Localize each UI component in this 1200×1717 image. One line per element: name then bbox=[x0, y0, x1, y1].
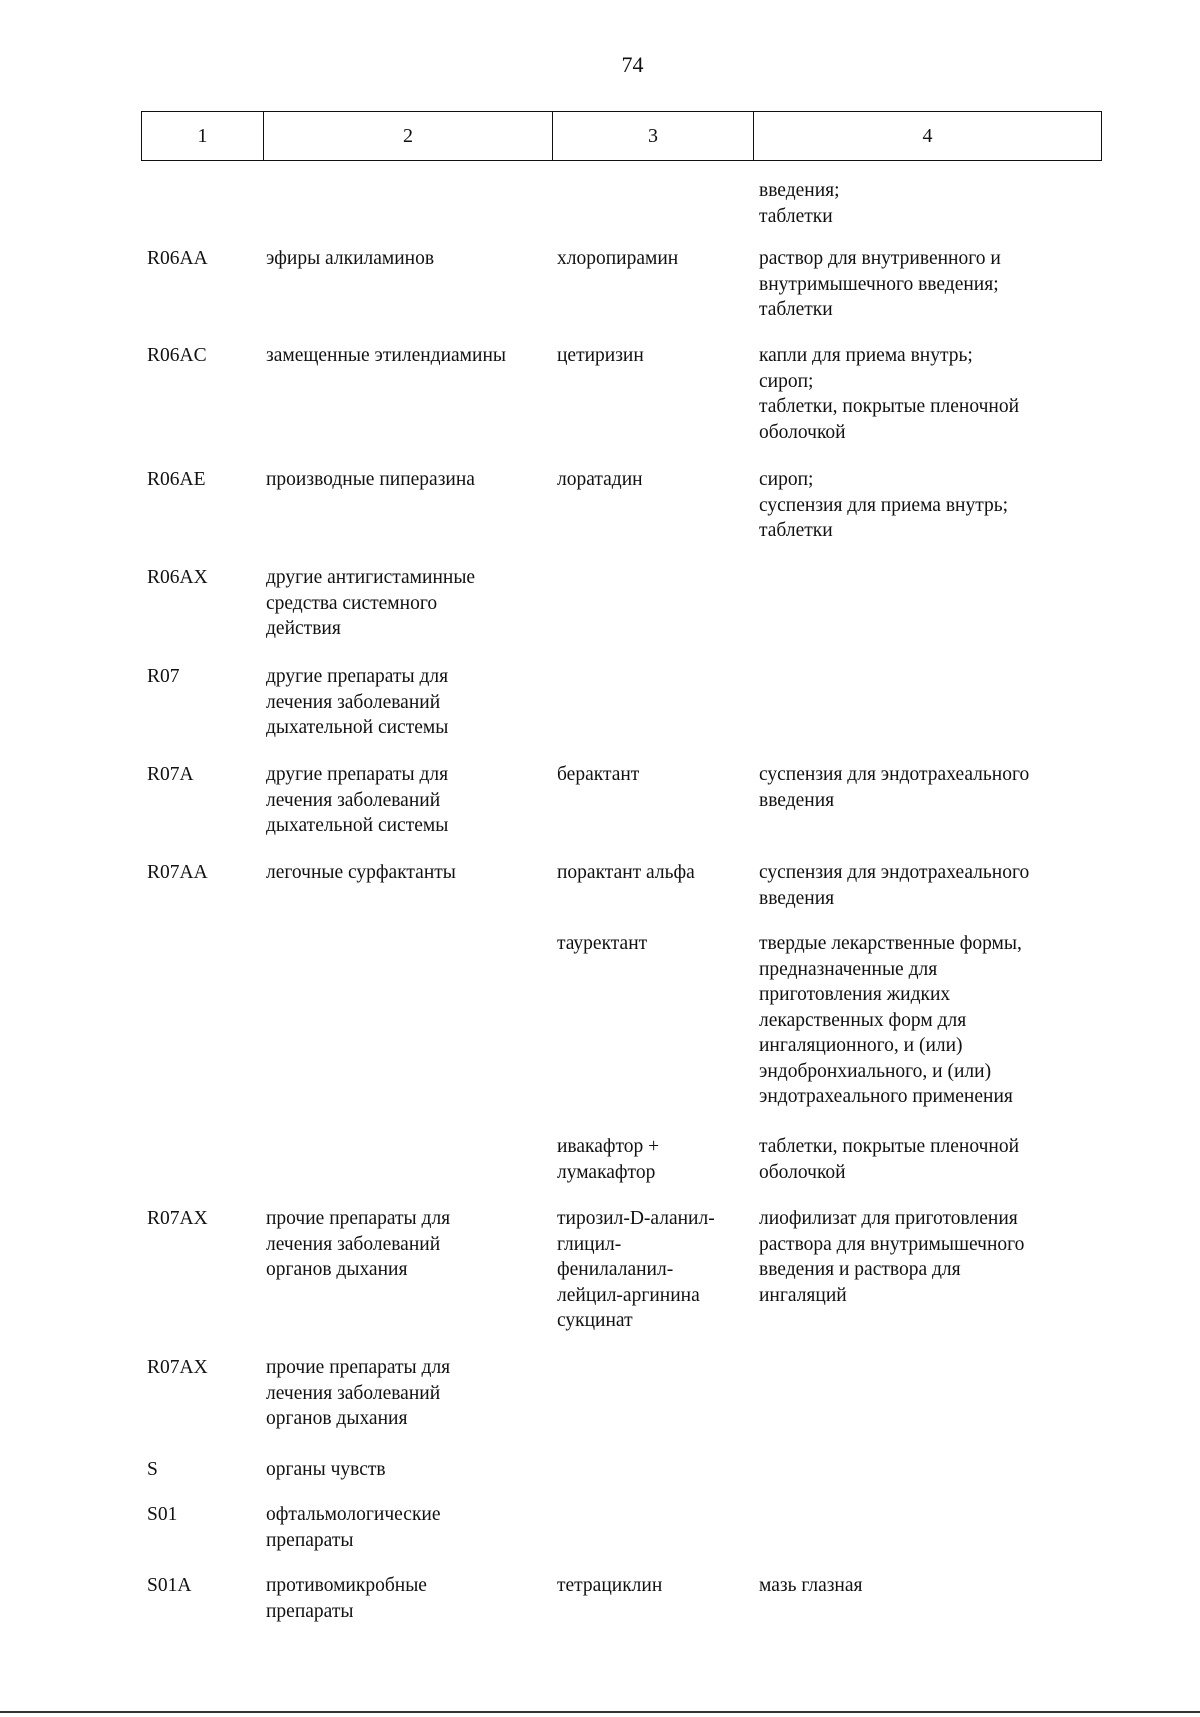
cell-line: средства системного bbox=[266, 592, 438, 614]
cell-line: производные пиперазина bbox=[266, 469, 475, 490]
cell-line: лекарственных форм для bbox=[759, 1009, 967, 1031]
group-cell bbox=[266, 1502, 441, 1553]
cell-line: сироп; bbox=[759, 370, 814, 392]
cell-line: препараты bbox=[266, 1600, 354, 1622]
cell-line: тирозил-D-аланил- bbox=[557, 1208, 715, 1229]
cell-line: органов дыхания bbox=[266, 1408, 408, 1429]
cell-line: введения bbox=[759, 887, 835, 909]
cell-line: лоратадин bbox=[557, 469, 643, 490]
cell-line: эндотрахеального применения bbox=[759, 1086, 1013, 1107]
cell-line: лечения заболеваний bbox=[266, 691, 441, 713]
group-cell bbox=[266, 565, 475, 642]
drug-cell bbox=[557, 860, 695, 886]
cell-line: лумакафтор bbox=[557, 1161, 656, 1183]
form-cell bbox=[759, 1573, 863, 1599]
group-cell bbox=[266, 246, 434, 272]
cell-line: раствор для внутривенного и bbox=[759, 248, 1001, 269]
code-cell: S01 bbox=[147, 1504, 178, 1525]
form-cell bbox=[759, 762, 1029, 813]
cell-line: лейцил-аргинина bbox=[557, 1284, 700, 1306]
cell-line: другие препараты для bbox=[266, 666, 449, 687]
form-cell bbox=[759, 1206, 1024, 1308]
cell-line: приготовления жидких bbox=[759, 984, 951, 1005]
code-cell: R06AC bbox=[147, 345, 207, 366]
scan-edge-line bbox=[0, 1711, 1200, 1713]
cell-line: оболочкой bbox=[759, 421, 846, 443]
cell-line: ингаляций bbox=[759, 1284, 847, 1306]
cell-line: раствора для внутримышечного bbox=[759, 1233, 1025, 1255]
cell-line: введения; bbox=[759, 180, 840, 201]
cell-line: ингаляционного, и (или) bbox=[759, 1035, 963, 1056]
cell-line: капли для приема внутрь; bbox=[759, 345, 973, 366]
cell-line: мазь глазная bbox=[759, 1575, 863, 1596]
cell-line: действия bbox=[266, 618, 341, 639]
cell-line: глицил- bbox=[557, 1233, 622, 1255]
cell-line: другие антигистаминные bbox=[266, 567, 476, 588]
cell-line: фенилаланил- bbox=[557, 1259, 674, 1280]
cell-line: внутримышечного введения; bbox=[759, 273, 999, 295]
group-cell bbox=[266, 343, 506, 369]
group-cell bbox=[266, 762, 448, 839]
code-cell: R07 bbox=[147, 666, 180, 687]
code-cell: R07AX bbox=[147, 1208, 208, 1229]
drug-cell bbox=[557, 246, 678, 272]
code-cell: R06AA bbox=[147, 248, 208, 269]
cell-line: эндобронхиального, и (или) bbox=[759, 1060, 992, 1082]
cell-line: органы чувств bbox=[266, 1459, 386, 1480]
group-cell bbox=[266, 1457, 386, 1483]
cell-line: другие препараты для bbox=[266, 764, 449, 785]
page-number: 74 bbox=[621, 52, 644, 77]
code-cell: R06AX bbox=[147, 567, 208, 588]
cell-line: введения bbox=[759, 789, 835, 811]
cell-line: предназначенные для bbox=[759, 958, 938, 980]
cell-line: суспензия для приема внутрь; bbox=[759, 494, 1009, 516]
cell-line: противомикробные bbox=[266, 1575, 427, 1596]
cell-line: лечения заболеваний bbox=[266, 1233, 441, 1255]
cell-line: органов дыхания bbox=[266, 1259, 408, 1280]
cell-line: твердые лекарственные формы, bbox=[759, 933, 1022, 954]
cell-line: введения и раствора для bbox=[759, 1259, 961, 1280]
cell-line: офтальмологические bbox=[266, 1504, 441, 1525]
cell-line: лиофилизат для приготовления bbox=[759, 1208, 1018, 1229]
cell-line: эфиры алкиламинов bbox=[266, 248, 435, 269]
cell-line: легочные сурфактанты bbox=[266, 862, 456, 883]
cell-line: таблетки bbox=[759, 299, 833, 320]
cell-line: таблетки bbox=[759, 205, 833, 227]
cell-line: дыхательной системы bbox=[266, 717, 449, 738]
group-cell bbox=[266, 467, 475, 493]
drug-cell bbox=[557, 343, 644, 369]
cell-line: прочие препараты для bbox=[266, 1208, 451, 1229]
group-cell bbox=[266, 860, 456, 886]
table-header bbox=[141, 111, 1102, 161]
cell-line: замещенные этилендиамины bbox=[266, 345, 506, 366]
cell-line: таблетки bbox=[759, 520, 833, 541]
cell-line: прочие препараты для bbox=[266, 1357, 451, 1378]
cell-line: тауректант bbox=[557, 933, 648, 954]
group-cell bbox=[266, 664, 448, 741]
cell-line: суспензия для эндотрахеального bbox=[759, 862, 1030, 883]
drug-cell bbox=[557, 1134, 659, 1185]
form-cell bbox=[759, 246, 1001, 323]
cell-line: препараты bbox=[266, 1529, 354, 1551]
form-cell bbox=[759, 467, 1008, 544]
code-cell: R07AX bbox=[147, 1357, 208, 1378]
code-cell: R06AE bbox=[147, 469, 206, 490]
drug-cell bbox=[557, 467, 643, 493]
drug-cell bbox=[557, 1573, 662, 1599]
cell-line: сукцинат bbox=[557, 1310, 633, 1331]
group-cell bbox=[266, 1573, 427, 1624]
cell-line: таблетки, покрытые пленочной bbox=[759, 1136, 1020, 1157]
cell-line: оболочкой bbox=[759, 1161, 846, 1183]
header-col-4: 4 bbox=[922, 124, 933, 147]
cell-line: цетиризин bbox=[557, 345, 644, 366]
form-cell bbox=[759, 343, 1019, 445]
drug-cell bbox=[557, 762, 639, 788]
code-cell: S bbox=[147, 1459, 158, 1480]
cell-line: берактант bbox=[557, 764, 640, 785]
cell-line: сироп; bbox=[759, 469, 814, 490]
form-cell bbox=[759, 178, 840, 229]
form-cell bbox=[759, 1134, 1019, 1185]
drug-cell bbox=[557, 1206, 715, 1334]
cell-line: лечения заболеваний bbox=[266, 789, 441, 811]
cell-line: хлоропирамин bbox=[557, 248, 679, 269]
cell-line: лечения заболеваний bbox=[266, 1382, 441, 1404]
group-cell bbox=[266, 1355, 450, 1432]
code-cell: R07AA bbox=[147, 862, 208, 883]
cell-line: порактант альфа bbox=[557, 862, 695, 883]
cell-line: таблетки, покрытые пленочной bbox=[759, 396, 1020, 417]
cell-line: ивакафтор + bbox=[557, 1136, 660, 1157]
form-cell bbox=[759, 931, 1022, 1110]
header-col-2: 2 bbox=[264, 112, 553, 160]
header-col-1: 1 bbox=[142, 112, 264, 160]
form-cell bbox=[759, 860, 1029, 911]
cell-line: дыхательной системы bbox=[266, 815, 449, 836]
cell-line: суспензия для эндотрахеального bbox=[759, 764, 1030, 785]
group-cell bbox=[266, 1206, 450, 1283]
header-col-3: 3 bbox=[553, 112, 754, 160]
cell-line: тетрациклин bbox=[557, 1575, 663, 1596]
drug-cell bbox=[557, 931, 647, 957]
code-cell: R07A bbox=[147, 764, 194, 785]
code-cell: S01A bbox=[147, 1575, 192, 1596]
